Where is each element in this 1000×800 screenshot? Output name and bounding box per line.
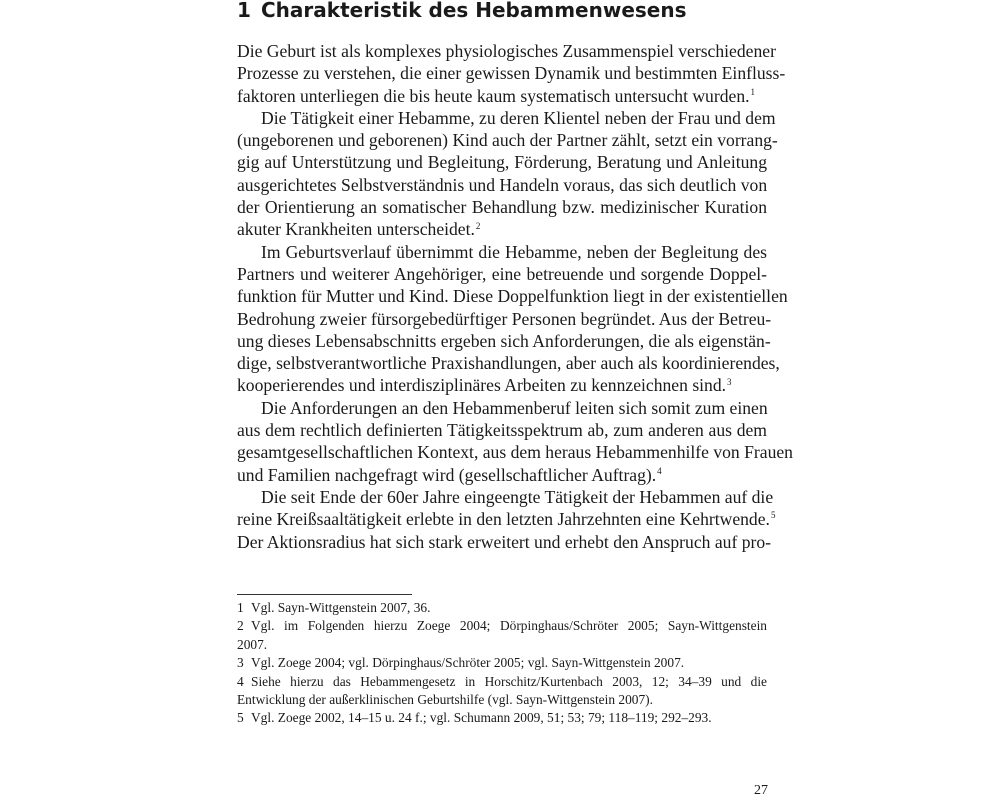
footnotes [237,599,767,728]
chapter-heading [237,0,687,24]
body-line [237,107,776,129]
footnote-text: Vgl. im Folgenden hierzu Zoege 2004; Dörpinghaus/Schröter 2005; Sayn-Wittgenstein [251,618,767,634]
body-line-text: Die Geburt ist als komplexes physiologisches Zusammenspiel verschiedener [237,41,776,61]
footnote-number: 4 [237,673,244,689]
body-line-text: und Familien nachgefragt wird (gesellschaftlicher Auftrag). [237,464,657,485]
body-line-text: Die Tätigkeit einer Hebamme, zu deren Klientel neben der Frau und dem [261,107,776,128]
body-line [237,129,778,151]
footnote-number: 2 [237,618,244,634]
footnote-number: 5 [237,710,244,726]
body-line [237,486,774,508]
footnote-text: 2007. [237,636,268,652]
footnote-number: 3 [237,655,244,671]
footnote-separator [237,594,412,595]
footnote-line [237,654,767,672]
footnote-line [237,709,767,727]
body-line [237,151,767,173]
body-line-text: gesamtgesellschaftlichen Kontext, aus dem heraus Hebammenhilfe von Frauen [237,442,793,463]
body-line-text: Im Geburtsverlauf übernimmt die Hebamme, neben der Begleitung des [261,241,767,262]
footnote-marker[interactable]: 5 [770,510,776,521]
body-line [237,464,767,486]
body-line-text: kooperierendes und interdisziplinäres Arbeiten zu kennzeichnen sind. [237,375,727,396]
footnote-line [237,617,767,635]
footnote-number: 1 [237,600,244,615]
body-line-text: aus dem rechtlich definierten Tätigkeitsspektrum ab, zum anderen aus dem [237,420,767,441]
body-line [237,174,767,196]
footnote-marker[interactable]: 3 [727,376,732,387]
chapter-title: Charakteristik des Hebammenwesens [261,0,687,22]
body-line [237,218,767,240]
body-line [237,330,771,352]
body-line [237,419,767,441]
footnote-line [237,599,767,617]
body-line-text: funktion für Mutter und Kind. Diese Doppelfunktion liegt in der existentiellen [237,286,788,307]
footnote-text: Siehe hierzu das Hebammengesetz in Horschitz/Kurtenbach 2003, 12; 34–39 und die [251,673,767,689]
body-line-text: ausgerichtetes Selbstverständnis und Handeln voraus, das sich deutlich von [237,174,768,195]
body-text [237,40,793,553]
body-line-text: akuter Krankheiten unterscheidet. [237,219,475,240]
body-line-text: Prozesse zu verstehen, die einer gewissen Dynamik und bestimmten Einfluss- [237,63,786,84]
body-line [237,196,767,218]
body-line [237,263,767,285]
body-line [237,85,767,107]
chapter-number: 1 [237,0,251,22]
body-line [237,308,772,330]
footnote-line [237,691,767,709]
body-line-text: gig auf Unterstützung und Begleitung, Förderung, Beratung und Anleitung [237,152,767,173]
body-line-text: Die Anforderungen an den Hebammenberuf leiten sich somit zum einen [261,397,768,418]
body-line [237,352,780,374]
footnote-line [237,636,767,654]
body-line-text: faktoren unterliegen die bis heute kaum systematisch untersucht wurden. [237,85,750,106]
body-line [237,397,767,419]
page-number: 27 [754,783,768,798]
body-line-text: ung dieses Lebensabschnitts ergeben sich Anforderungen, die als eigenstän- [237,330,771,351]
footnote-marker[interactable]: 2 [475,220,481,231]
body-line [237,40,776,62]
body-line [237,241,767,263]
body-line-text: Partners und weiterer Angehöriger, eine betreuende und sorgende Doppel- [237,263,767,284]
footnote-text: Vgl. Zoege 2004; vgl. Dörpinghaus/Schröter 2005; vgl. Sayn-Wittgenstein 2007. [251,655,685,671]
footnote-text: Vgl. Sayn-Wittgenstein 2007, 36. [251,600,431,615]
body-line-text: der Orientierung an somatischer Behandlung bzw. medizinischer Kuration [237,197,767,218]
body-line-text: reine Kreißsaaltätigkeit erlebte in den letzten Jahrzehnten eine Kehrtwende. [237,509,770,530]
footnote-text: Vgl. Zoege 2002, 14–15 u. 24 f.; vgl. Schumann 2009, 51; 53; 79; 118–119; 292–293. [251,710,712,726]
footnote-line [237,673,767,691]
body-line-text: (ungeborenen und geborenen) Kind auch der Partner zählt, setzt ein vorrang- [237,130,778,151]
body-line [237,374,767,396]
footnote-marker[interactable]: 1 [750,86,756,97]
body-line [237,531,772,553]
footnote-text: Entwicklung der außerklinischen Geburtshilfe (vgl. Sayn-Wittgenstein 2007). [237,692,653,708]
body-line [237,62,786,84]
body-line-text: Die seit Ende der 60er Jahre eingeengte Tätigkeit der Hebammen auf die [261,486,774,507]
body-line [237,508,776,530]
body-line [237,285,788,307]
body-line-text: Bedrohung zweier fürsorgebedürftiger Personen begründet. Aus der Betreu- [237,308,772,329]
body-line-text: Der Aktionsradius hat sich stark erweitert und erhebt den Anspruch auf pro- [237,531,772,552]
footnote-marker[interactable]: 4 [657,465,662,476]
body-line [237,441,793,463]
body-line-text: dige, selbstverantwortliche Praxishandlungen, aber auch als koordinierendes, [237,353,780,374]
